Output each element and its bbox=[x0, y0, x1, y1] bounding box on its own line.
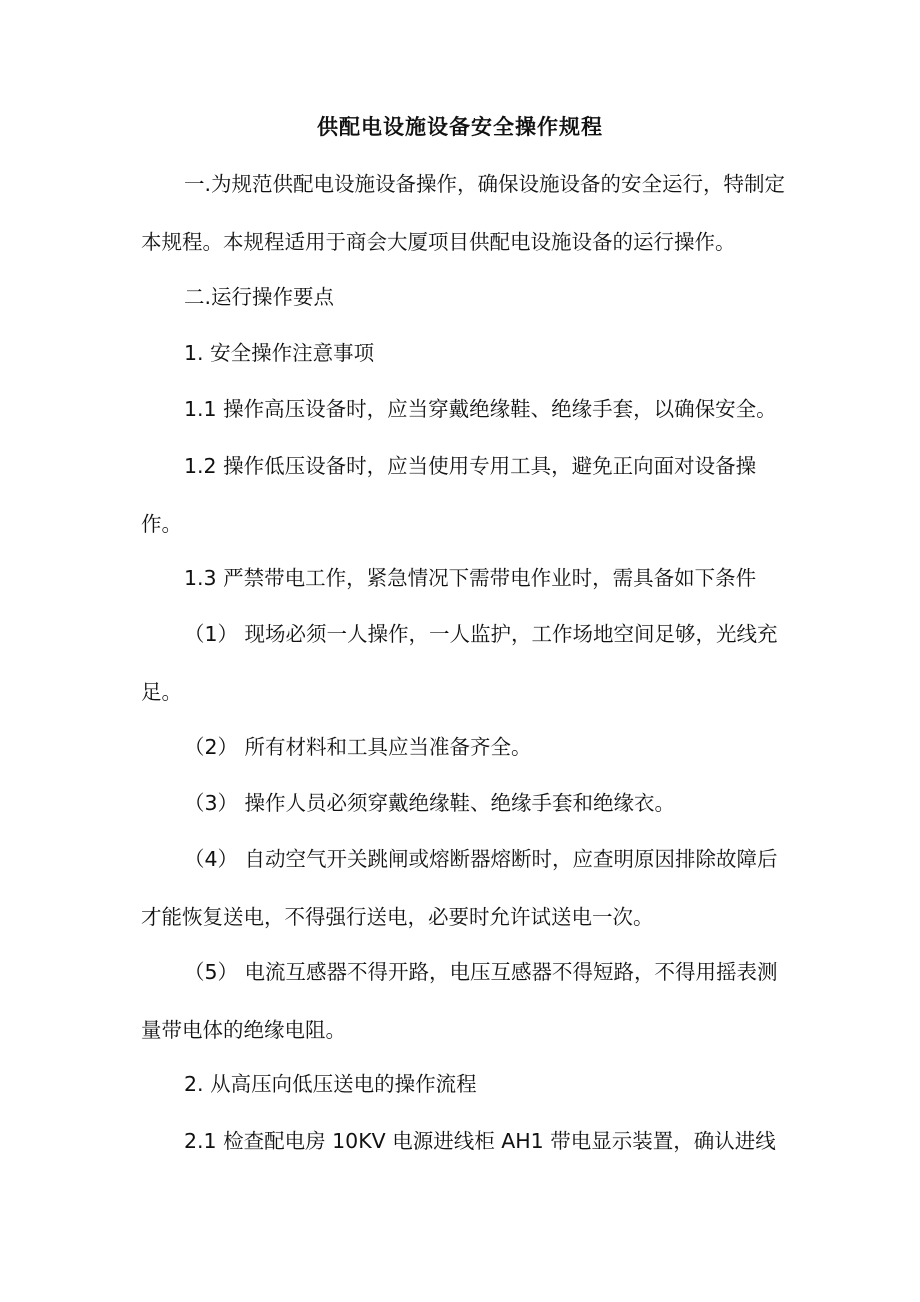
paragraph-1-3: 1.3 严禁带电工作，紧急情况下需带电作业时，需具备如下条件 bbox=[184, 566, 757, 590]
section-heading-operation: 二.运行操作要点 bbox=[184, 285, 335, 309]
list-item-condition-4: （4） 自动空气开关跳闸或熔断器熔断时，应查明原因排除故障后才能恢复送电，不得强行送电，必要时允许试送电一次。 bbox=[141, 847, 778, 929]
paragraph-2-1: 2.1 检查配电房 10KV 电源进线柜 AH1 带电显示装置，确认进线 bbox=[184, 1129, 776, 1153]
paragraph-1-2: 1.2 操作低压设备时，应当使用专用工具，避免正向面对设备操作。 bbox=[141, 454, 757, 536]
paragraph-1-1: 1.1 操作高压设备时，应当穿戴绝缘鞋、绝缘手套，以确保安全。 bbox=[184, 397, 777, 421]
list-item-condition-5: （5） 电流互感器不得开路，电压互感器不得短路，不得用摇表测量带电体的绝缘电阻。 bbox=[141, 960, 778, 1042]
list-item-condition-1: （1） 现场必须一人操作，一人监护，工作场地空间足够，光线充足。 bbox=[141, 622, 778, 704]
subsection-heading-procedure: 2. 从高压向低压送电的操作流程 bbox=[184, 1072, 477, 1096]
document-title: 供配电设施设备安全操作规程 bbox=[317, 115, 603, 139]
subsection-heading-safety: 1. 安全操作注意事项 bbox=[184, 341, 375, 365]
list-item-condition-3: （3） 操作人员必须穿戴绝缘鞋、绝缘手套和绝缘衣。 bbox=[184, 791, 676, 815]
paragraph-purpose: 一.为规范供配电设施设备操作，确保设施设备的安全运行，特制定本规程。本规程适用于商会大厦项目供配电设施设备的运行操作。 bbox=[141, 172, 786, 254]
list-item-condition-2: （2） 所有材料和工具应当准备齐全。 bbox=[184, 735, 532, 759]
